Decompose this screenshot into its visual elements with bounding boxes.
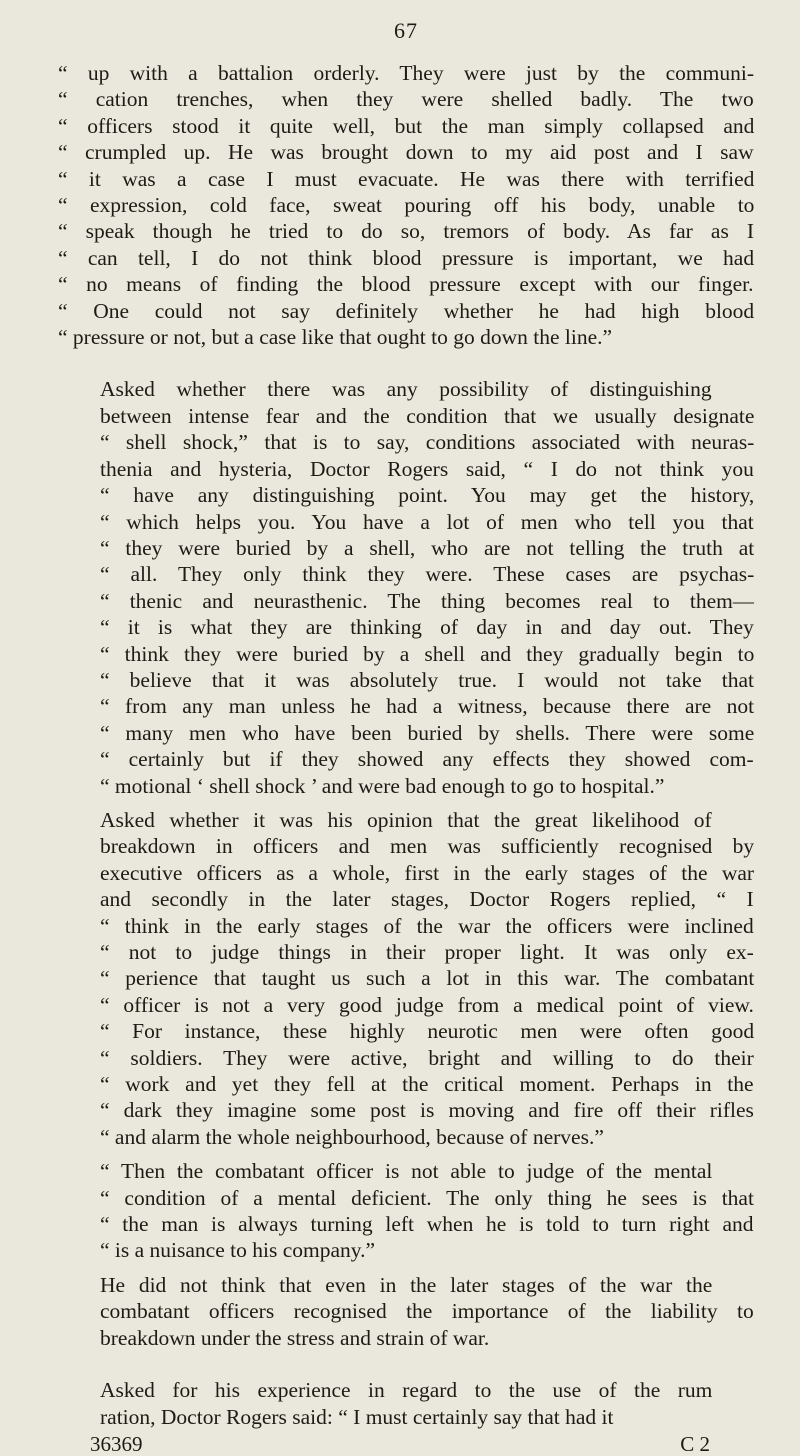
signature-mark: C 2 [680,1431,710,1456]
text-line: “ no means of finding the blood pressure except with our finger. [58,272,754,297]
text-line: “ it was a case I must evacuate. He was there with terrified [58,166,754,191]
text-line: “ from any man unless he had a witness, because there are not [100,694,754,719]
text-line: Asked for his experience in regard to the use of the rum [100,1378,713,1403]
text-line: “ up with a battalion orderly. They were just by the communi- [58,61,754,85]
text-line: “ One could not say definitely whether he had high blood [58,298,754,323]
text-line: breakdown in officers and men was sufficiently recognised by [100,834,754,859]
text-line: Asked whether there was any possibility of distinguishing [100,377,712,402]
text-line: “ many men who have been buried by shells. There were some [100,720,754,745]
text-line: “ expression, cold face, sweat pouring off his body, unable to [58,193,754,218]
text-line: He did not think that even in the later stages of the war the [100,1272,713,1297]
text-line: “ they were buried by a shell, who are not telling the truth at [100,535,754,560]
body-text [58,60,754,1430]
paragraph [58,376,754,799]
text-line: Asked whether it was his opinion that the great likelihood of [100,807,712,832]
text-line: “ it is what they are thinking of day in and day out. They [100,615,754,640]
text-line: “ the man is always turning left when he is told to turn right and [100,1212,754,1237]
text-line: “ have any distinguishing point. You may get the history, [100,483,754,508]
text-line: “ Then the combatant officer is not able to judge of the mental [100,1159,713,1184]
text-line: ration, Doctor Rogers said: “ I must certainly say that had it [100,1404,614,1429]
text-line: “ believe that it was absolutely true. I would not take that [100,667,754,692]
paragraph [58,60,754,350]
text-line: “ certainly but if they showed any effects they showed com- [100,747,754,772]
text-line: “ condition of a mental deficient. The only thing he sees is that [100,1185,754,1210]
paragraph [58,1272,754,1351]
text-line: “ think in the early stages of the war the officers were inclined [100,913,754,938]
text-line: “ shell shock,” that is to say, conditions associated with neuras- [100,430,754,455]
text-line: “ For instance, these highly neurotic men were often good [100,1019,754,1044]
text-line: and secondly in the later stages, Doctor Rogers replied, “ I [100,887,754,912]
text-line: “ speak though he tried to do so, tremors of body. As far as I [58,219,754,244]
text-line: “ perience that taught us such a lot in this war. The combatant [100,966,754,991]
print-code: 36369 [90,1431,143,1456]
text-line: “ soldiers. They were active, bright and willing to do their [100,1045,754,1070]
text-line: “ and alarm the whole neighbourhood, because of nerves.” [100,1124,604,1149]
paragraph [58,1377,754,1430]
page-number: 67 [394,18,418,43]
text-line: “ thenic and neurasthenic. The thing becomes real to them— [100,588,754,613]
text-line: “ crumpled up. He was brought down to my aid post and I saw [58,140,754,165]
text-line: “ which helps you. You have a lot of men who tell you that [100,509,754,534]
text-line: “ cation trenches, when they were shelled badly. The two [58,87,754,112]
text-line: “ pressure or not, but a case like that ought to go down the line.” [58,325,613,350]
text-line: “ officer is not a very good judge from a medical point of view. [100,992,754,1017]
page-footer [58,1432,754,1456]
text-line: “ can tell, I do not think blood pressure is important, we had [58,245,754,270]
paragraph [58,1158,754,1264]
paragraph [58,807,754,1150]
text-line: breakdown under the stress and strain of war. [100,1325,490,1350]
text-line: “ motional ‘ shell shock ’ and were bad enough to go to hospital.” [100,773,665,798]
text-line: “ all. They only think they were. These cases are psychas- [100,562,754,587]
text-line: “ not to judge things in their proper light. It was only ex- [100,940,754,964]
text-line: between intense fear and the condition that we usually designate [100,403,754,428]
text-line: “ officers stood it quite well, but the man simply collapsed and [58,113,754,138]
text-line: executive officers as a whole, first in the early stages of the war [100,860,754,885]
text-line: thenia and hysteria, Doctor Rogers said, “ I do not think you [100,456,754,481]
text-line: “ dark they imagine some post is moving and fire off their rifles [100,1098,754,1123]
text-line: “ is a nuisance to his company.” [100,1238,376,1263]
text-line: combatant officers recognised the importance of the liability to [100,1299,754,1324]
text-line: “ work and yet they fell at the critical moment. Perhaps in the [100,1072,754,1097]
text-line: “ think they were buried by a shell and they gradually begin to [100,641,754,666]
